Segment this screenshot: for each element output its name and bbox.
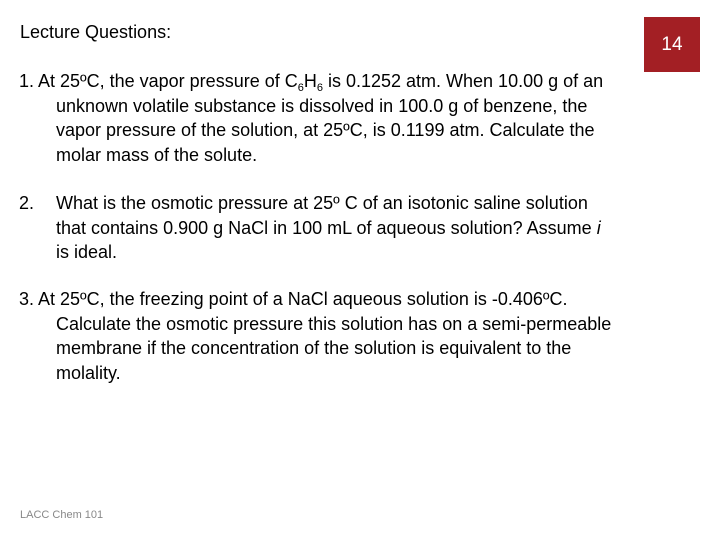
question-1-line-4: molar mass of the solute. [56,144,258,165]
question-3-line-3: membrane if the concentration of the solution is equivalent to the [56,338,572,358]
question-1-line-2: unknown volatile substance is dissolved in 100.0 g of benzene, the [56,95,588,116]
question-2-line-1: 2. What is the osmotic pressure at 25º C of an isotonic saline solution [19,191,601,216]
question-1-line-3: vapor pressure of the solution, at 25ºC, is 0.1199 atm. Calculate the [56,120,595,140]
footer-course-label: LACC Chem 101 [20,509,104,521]
question-2-line-2: that contains 0.900 g NaCl in 100 mL of aqueous solution? Assume i [56,217,601,238]
question-2-number: 2. [19,193,35,213]
question-3-line-4: molality. [56,362,121,383]
question-3 [19,287,611,385]
question-3-line-2: Calculate the osmotic pressure this solution has on a semi-permeable [56,313,612,334]
slide-title: Lecture Questions: [20,22,172,42]
question-2 [19,191,601,265]
question-1 [19,69,603,167]
page-number-badge: 14 [644,17,700,72]
question-3-line-1: 3. At 25ºC, the freezing point of a NaCl aqueous solution is -0.406ºC. [19,289,568,309]
question-2-line-3: is ideal. [56,242,118,262]
question-1-line-1: 1. At 25ºC, the vapor pressure of $C_6H_6$ is 0.1252 atm. When 10.00 g of an [19,71,604,94]
